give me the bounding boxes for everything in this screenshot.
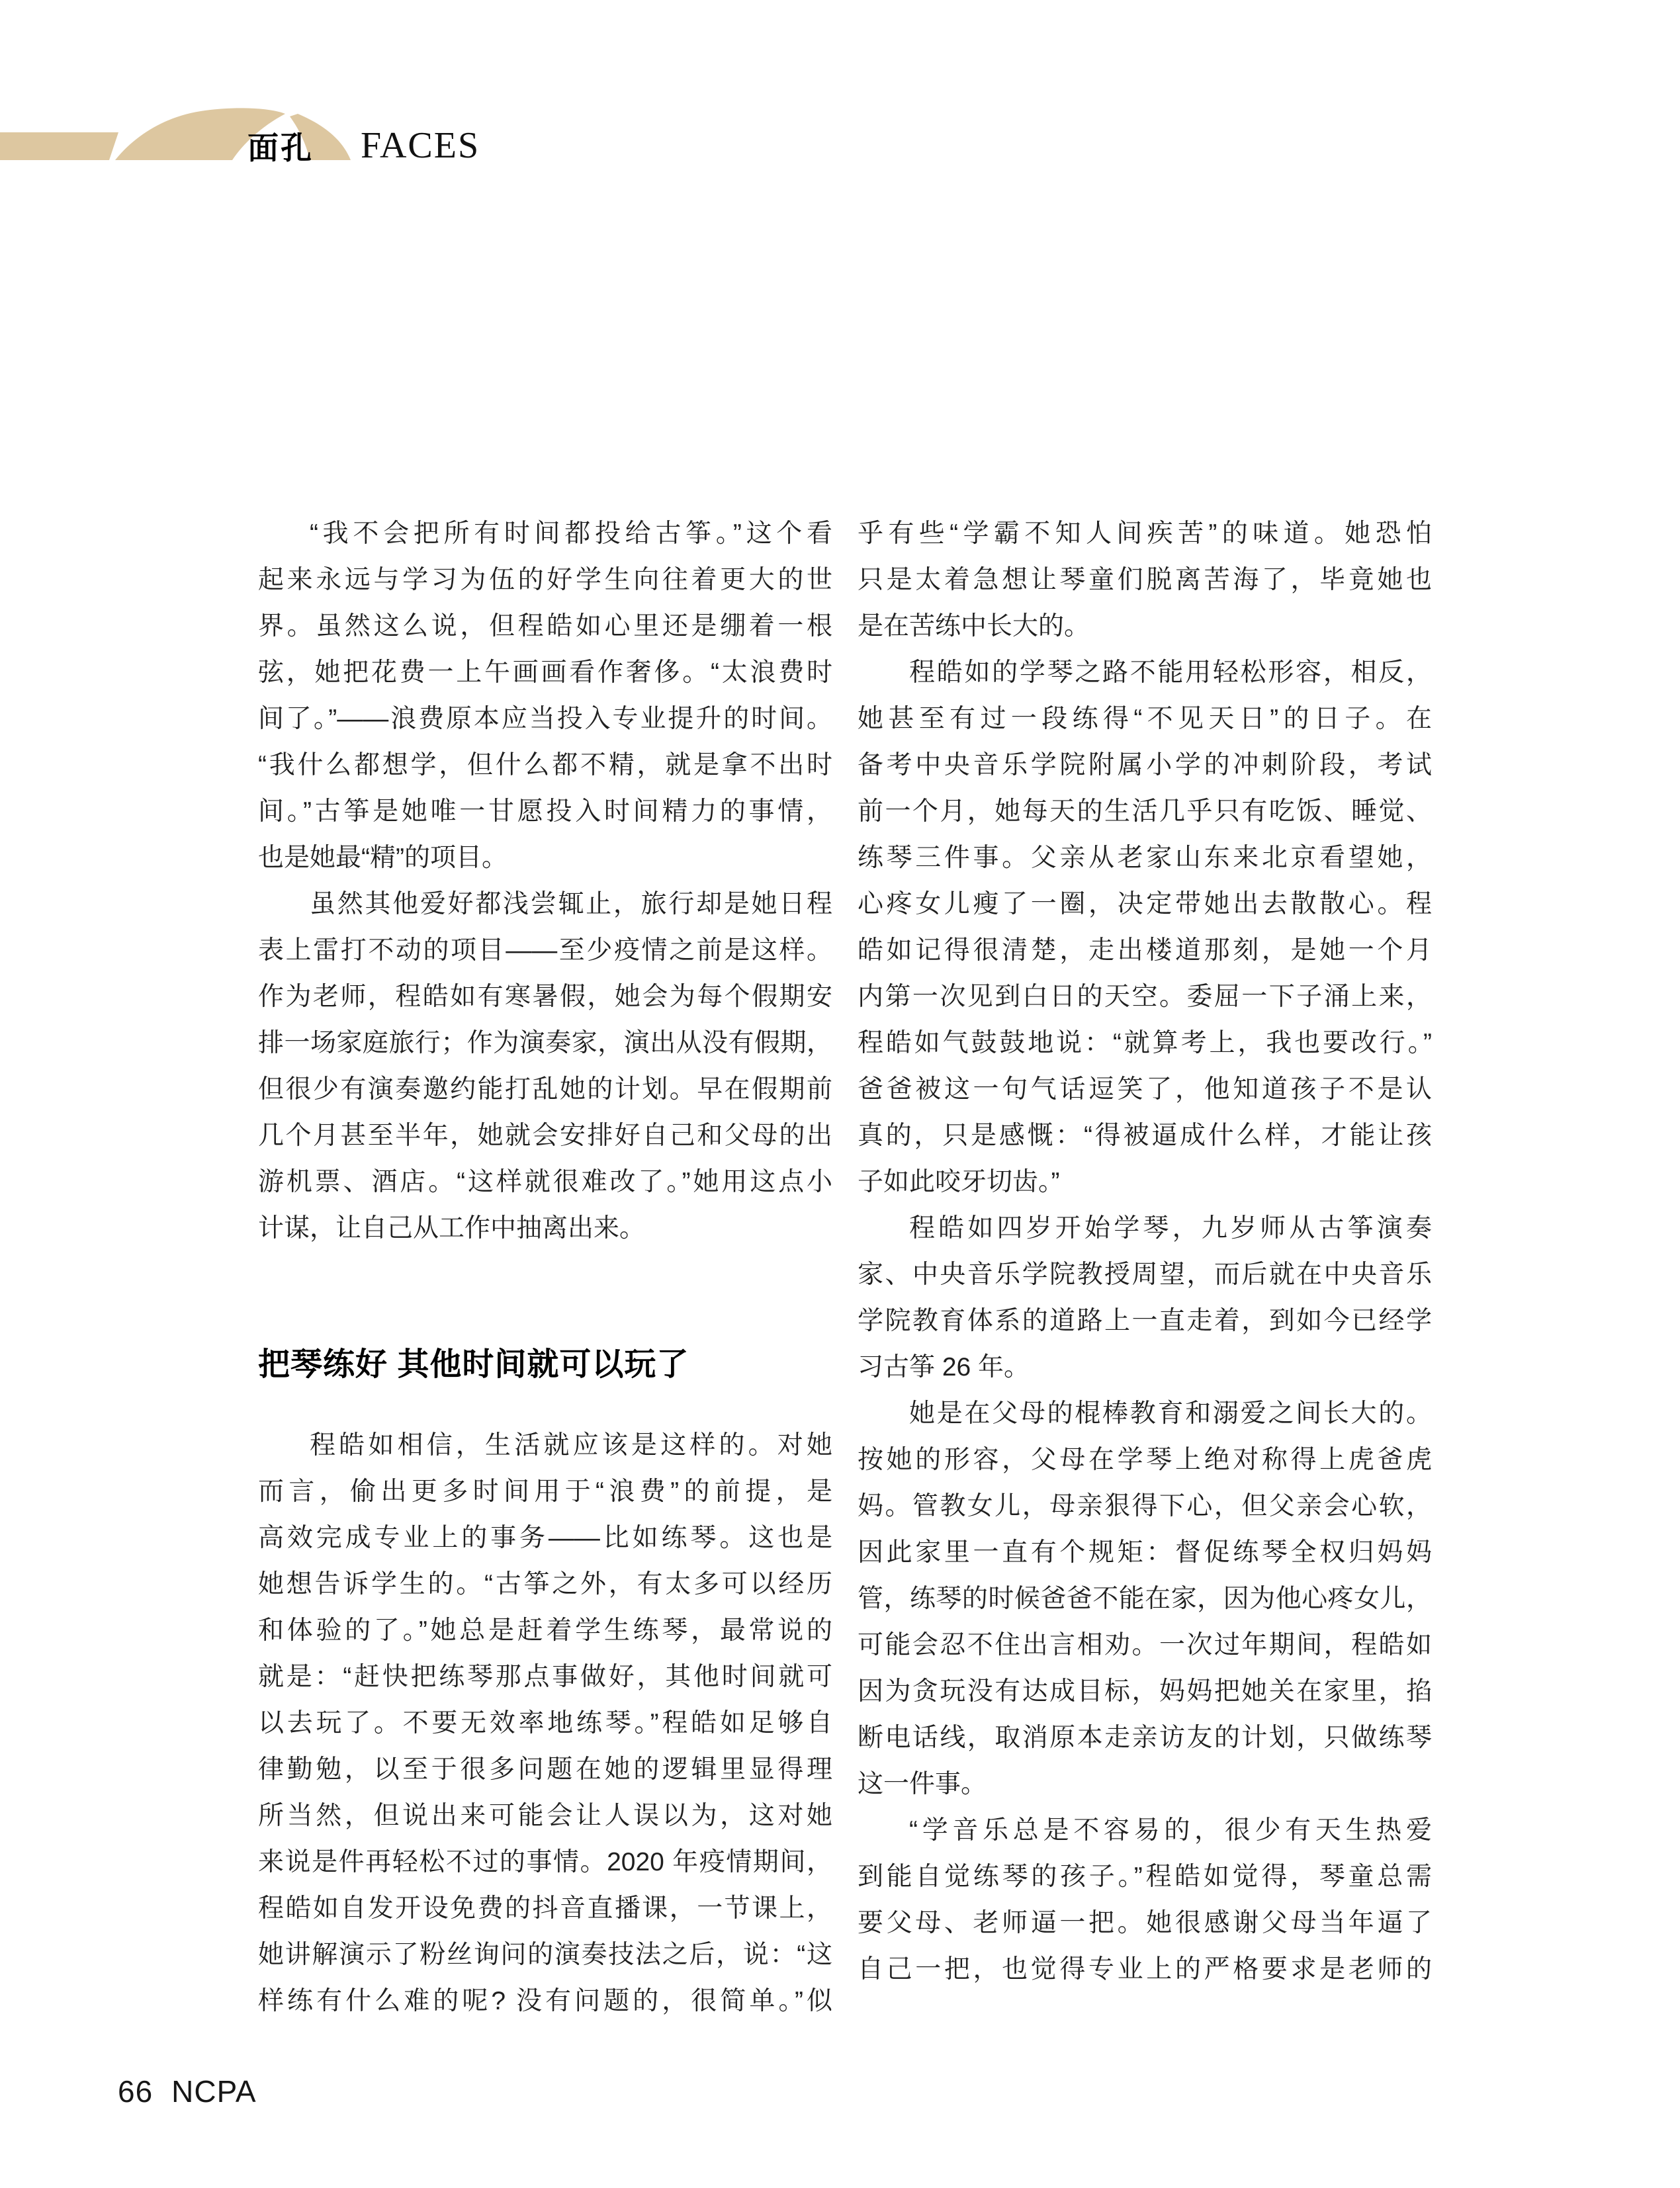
- text-line: 子如此咬牙切齿。”: [858, 1168, 1060, 1196]
- text-line: 样练有什么难的呢? 没有问题的，很简单。”似: [258, 1986, 832, 2015]
- paragraph: [858, 1391, 1432, 1808]
- article-body: [258, 511, 1432, 2025]
- text-line: 断电话线，取消原本走亲访友的计划，只做练琴: [858, 1724, 1432, 1752]
- text-line: 也是她最“精”的项目。: [258, 844, 508, 872]
- text-line: 因为贪玩没有达成目标，妈妈把她关在家里，掐: [858, 1677, 1432, 1706]
- text-line: 家、中央音乐学院教授周望，而后就在中央音乐: [858, 1260, 1432, 1289]
- text-line: 这一件事。: [858, 1770, 987, 1798]
- paragraph: [258, 1422, 832, 2025]
- text-line: 律勤勉，以至于很多问题在她的逻辑里显得理: [258, 1755, 832, 1784]
- text-line: 程皓如自发开设免费的抖音直播课，一节课上，: [258, 1894, 832, 1923]
- text-line: 计谋，让自己从工作中抽离出来。: [258, 1214, 646, 1243]
- text-line: 几个月甚至半年，她就会安排好自己和父母的出: [258, 1121, 832, 1150]
- column-right: [858, 511, 1432, 2025]
- text-line: 虽然其他爱好都浅尝辄止，旅行却是她日程: [310, 890, 832, 918]
- text-line: 练琴三件事。父亲从老家山东来北京看望她，: [858, 844, 1432, 872]
- section-heading: 把琴练好 其他时间就可以玩了: [258, 1347, 689, 1382]
- text-line: 可能会忍不住出言相劝。一次过年期间，程皓如: [858, 1631, 1432, 1659]
- paragraph: [858, 1205, 1432, 1391]
- section-title-zh: 面孔: [247, 130, 314, 165]
- text-line: 心疼女儿瘦了一圈，决定带她出去散散心。程: [858, 890, 1432, 918]
- text-line: 乎有些“学霸不知人间疾苦”的味道。她恐怕: [858, 519, 1432, 548]
- text-line: 她甚至有过一段练得“不见天日”的日子。在: [858, 705, 1432, 733]
- text-line: “学音乐总是不容易的，很少有天生热爱: [909, 1816, 1432, 1845]
- text-line: 程皓如气鼓鼓地说：“就算考上，我也要改行。”: [858, 1029, 1432, 1057]
- paragraph: [258, 881, 832, 1252]
- column-left: [258, 511, 832, 2025]
- text-line: 起来永远与学习为伍的好学生向往着更大的世: [258, 566, 832, 594]
- section-title-en: FACES: [361, 125, 480, 166]
- text-line: 和体验的了。”她总是赶着学生练琴，最常说的: [258, 1616, 832, 1645]
- text-line: 管，练琴的时候爸爸不能在家，因为他心疼女儿，: [858, 1585, 1432, 1613]
- text-line: 因此家里一直有个规矩：督促练琴全权归妈妈: [858, 1538, 1432, 1567]
- text-line: 以去玩了。不要无效率地练琴。”程皓如足够自: [258, 1708, 832, 1737]
- text-line: 备考中央音乐学院附属小学的冲刺阶段，考试: [858, 751, 1432, 779]
- text-line: 到能自觉练琴的孩子。”程皓如觉得，琴童总需: [858, 1862, 1432, 1891]
- text-line: 妈。管教女儿，母亲狠得下心，但父亲会心软，: [858, 1492, 1432, 1520]
- text-line: 所当然，但说出来可能会让人误以为，这对她: [258, 1801, 832, 1830]
- paragraph: [858, 650, 1432, 1205]
- text-line: 皓如记得很清楚，走出楼道那刻，是她一个月: [858, 936, 1432, 965]
- text-line: 学院教育体系的道路上一直走着，到如今已经学: [858, 1307, 1432, 1335]
- paragraph: [858, 1808, 1432, 1993]
- page-number: 66: [118, 2074, 154, 2109]
- text-line: 但很少有演奏邀约能打乱她的计划。早在假期前: [258, 1075, 832, 1104]
- text-line: 程皓如相信，生活就应该是这样的。对她: [310, 1430, 832, 1460]
- text-line: 间了。”——浪费原本应当投入专业提升的时间。: [258, 705, 832, 733]
- text-line: 是在苦练中长大的。: [858, 612, 1090, 640]
- text-line: 作为老师，程皓如有寒暑假，她会为每个假期安: [258, 983, 832, 1011]
- header-bar: [0, 132, 118, 160]
- text-line: 真的，只是感慨：“得被逼成什么样，才能让孩: [858, 1121, 1432, 1150]
- text-line: 她讲解演示了粉丝询问的演奏技法之后，说：“这: [258, 1940, 832, 1969]
- text-line: 自己一把，也觉得专业上的严格要求是老师的: [858, 1955, 1432, 1984]
- text-line: 爸爸被这一句气话逗笑了，他知道孩子不是认: [858, 1075, 1432, 1104]
- text-line: 程皓如的学琴之路不能用轻松形容，相反，: [909, 658, 1432, 687]
- paragraph: [258, 511, 832, 881]
- text-line: 界。虽然这么说，但程皓如心里还是绷着一根: [258, 612, 832, 640]
- text-line: 表上雷打不动的项目——至少疫情之前是这样。: [258, 936, 832, 965]
- text-line: 而言，偷出更多时间用于“浪费”的前提，是: [258, 1477, 832, 1506]
- text-line: “我不会把所有时间都投给古筝。”这个看: [310, 519, 832, 548]
- text-line: 只是太着急想让琴童们脱离苦海了，毕竟她也: [858, 566, 1432, 594]
- text-line: 前一个月，她每天的生活几乎只有吃饭、睡觉、: [858, 797, 1432, 826]
- text-line: 游机票、酒店。“这样就很难改了。”她用这点小: [258, 1168, 832, 1196]
- text-line: 弦，她把花费一上午画画看作奢侈。“太浪费时: [258, 658, 832, 687]
- paragraph: [858, 511, 1432, 650]
- footer-brand: NCPA: [171, 2074, 257, 2109]
- text-line: 习古筝 26 年。: [858, 1353, 1030, 1381]
- text-line: 程皓如四岁开始学琴，九岁师从古筝演奏: [909, 1214, 1432, 1243]
- text-line: 按她的形容，父母在学琴上绝对称得上虎爸虎: [858, 1446, 1432, 1474]
- text-line: 排一场家庭旅行；作为演奏家，演出从没有假期，: [258, 1029, 832, 1057]
- text-line: 她是在父母的棍棒教育和溺爱之间长大的。: [909, 1399, 1432, 1428]
- text-line: 要父母、老师逼一把。她很感谢父母当年逼了: [858, 1909, 1432, 1937]
- text-line: 就是：“赶快把练琴那点事做好，其他时间就可: [258, 1662, 832, 1691]
- page-footer: [118, 2074, 257, 2109]
- text-line: “我什么都想学，但什么都不精，就是拿不出时: [258, 751, 832, 779]
- text-line: 来说是件再轻松不过的事情。2020 年疫情期间，: [258, 1847, 832, 1876]
- text-line: 她想告诉学生的。“古筝之外，有太多可以经历: [258, 1569, 832, 1598]
- text-line: 高效完成专业上的事务——比如练琴。这也是: [258, 1523, 832, 1552]
- text-line: 间。”古筝是她唯一甘愿投入时间精力的事情，: [258, 797, 832, 826]
- text-line: 内第一次见到白日的天空。委屈一下子涌上来，: [858, 983, 1432, 1011]
